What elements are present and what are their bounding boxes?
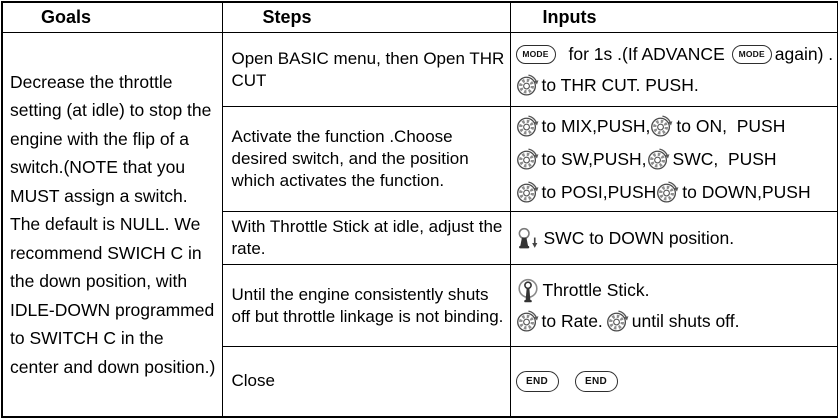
goals-column-header: Goals	[2, 2, 222, 33]
dial-icon	[516, 180, 539, 204]
step-until-engine-shuts-off: Until the engine consistently shuts off but throttle linkage is not binding.	[222, 265, 510, 347]
step-activate-function: Activate the function .Choose desired switch, and the position which activates the function.	[222, 107, 510, 212]
header-row	[2, 2, 838, 33]
dial-icon	[656, 180, 679, 204]
input-text: for 1s .(If ADVANCE	[568, 43, 725, 64]
inputs-adjust-rate	[510, 212, 838, 265]
inputs-until-engine-shuts-off	[510, 265, 838, 347]
input-text: until shuts off.	[631, 310, 740, 331]
mode-button-icon: MODE	[732, 45, 772, 64]
dial-icon	[516, 114, 539, 138]
input-text: to DOWN,PUSH	[682, 181, 811, 202]
inputs-activate-function	[510, 107, 838, 212]
step-open-basic-menu: Open BASIC menu, then Open THR CUT	[222, 33, 510, 107]
dial-icon	[516, 309, 539, 333]
mode-button-icon: MODE	[516, 45, 556, 64]
input-text: to ON, PUSH	[676, 115, 786, 136]
throttle-stick-icon	[516, 278, 540, 303]
input-text: to THR CUT. PUSH.	[541, 74, 699, 95]
input-text: Throttle Stick.	[542, 279, 650, 300]
input-text: again) .	[774, 43, 834, 64]
inputs-open-basic-menu	[510, 33, 838, 107]
input-text: SWC to DOWN position.	[543, 227, 735, 248]
input-text: to SW,PUSH,	[541, 148, 647, 169]
end-button-icon: END	[575, 371, 618, 392]
input-text: SWC, PUSH	[672, 148, 777, 169]
dial-icon	[650, 114, 673, 138]
switch-down-icon	[516, 227, 541, 250]
dial-icon	[647, 147, 670, 171]
input-text: to MIX,PUSH,	[541, 115, 651, 136]
step-close: Close	[222, 347, 510, 417]
steps-column-header: Steps	[222, 2, 510, 33]
instruction-table	[1, 1, 838, 418]
goals-cell	[2, 33, 222, 417]
step-adjust-rate: With Throttle Stick at idle, adjust the rate.	[222, 212, 510, 265]
inputs-column-header: Inputs	[510, 2, 838, 33]
end-button-icon: END	[516, 371, 559, 392]
inputs-close	[510, 347, 838, 417]
dial-icon	[516, 147, 539, 171]
dial-icon	[606, 309, 629, 333]
input-text: to POSI,PUSH	[541, 181, 657, 202]
input-text: to Rate.	[541, 310, 603, 331]
goals-text: Decrease the throttle setting (at idle) to stop the engine with the flip of a switch.(NOTE that you MUST assign a switch. The default is NULL. We recommend SWICH C in the down position, with IDLE-DOWN programmed to SWITCH C in the center and down position.)	[10, 71, 216, 377]
dial-icon	[516, 73, 539, 97]
table-row	[2, 33, 838, 107]
